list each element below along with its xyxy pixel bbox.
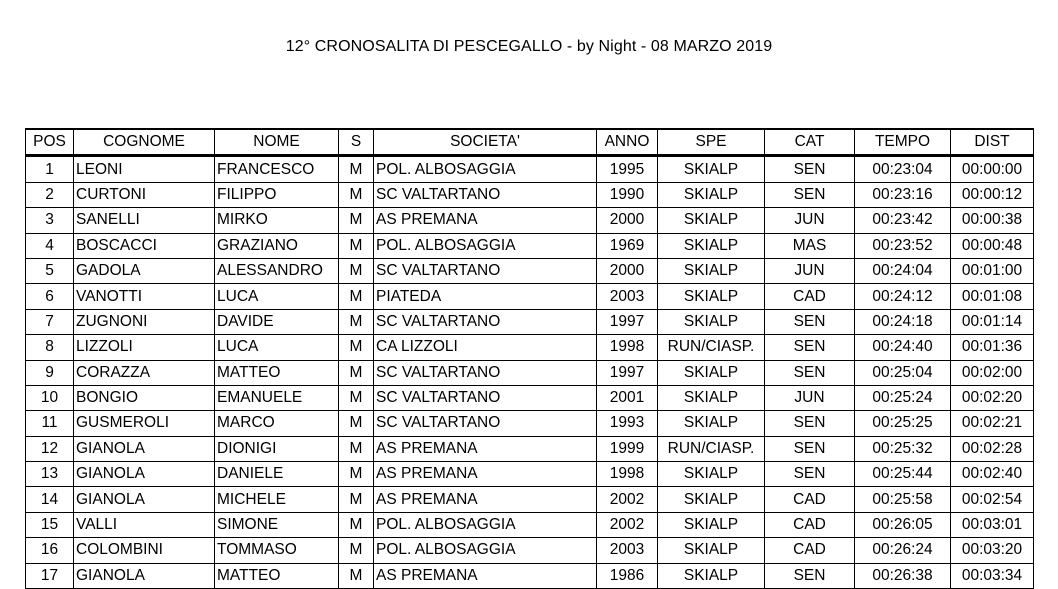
cell-tempo: 00:23:16 — [855, 182, 951, 207]
cell-societa: AS PREMANA — [374, 487, 597, 512]
cell-anno: 1986 — [597, 563, 658, 588]
cell-pos: 2 — [26, 182, 74, 207]
cell-sesso: M — [339, 512, 374, 537]
header-row — [26, 129, 1034, 156]
cell-anno: 2000 — [597, 258, 658, 283]
cell-nome: FILIPPO — [215, 182, 339, 207]
cell-tempo: 00:25:04 — [855, 360, 951, 385]
cell-tempo: 00:23:04 — [855, 156, 951, 182]
cell-cognome: VANOTTI — [74, 284, 215, 309]
cell-tempo: 00:24:40 — [855, 335, 951, 360]
cell-spe: SKIALP — [658, 182, 765, 207]
cell-pos: 7 — [26, 309, 74, 334]
table-row — [26, 462, 1034, 487]
cell-nome: GRAZIANO — [215, 233, 339, 258]
cell-anno: 1998 — [597, 335, 658, 360]
cell-spe: RUN/CIASP. — [658, 436, 765, 461]
document-title: 12° CRONOSALITA DI PESCEGALLO - by Night - 08 MARZO 2019 — [285, 38, 773, 55]
cell-sesso: M — [339, 563, 374, 588]
cell-cognome: GADOLA — [74, 258, 215, 283]
cell-tempo: 00:26:38 — [855, 563, 951, 588]
cell-sesso: M — [339, 487, 374, 512]
cell-nome: DIONIGI — [215, 436, 339, 461]
cell-cat: SEN — [765, 335, 855, 360]
table-row — [26, 411, 1034, 436]
cell-cat: CAD — [765, 487, 855, 512]
cell-cat: CAD — [765, 512, 855, 537]
cell-spe: SKIALP — [658, 360, 765, 385]
cell-tempo: 00:23:42 — [855, 208, 951, 233]
cell-anno: 2003 — [597, 284, 658, 309]
cell-pos: 17 — [26, 563, 74, 588]
cell-tempo: 00:24:12 — [855, 284, 951, 309]
table-row — [26, 309, 1034, 334]
cell-spe: SKIALP — [658, 284, 765, 309]
cell-cat: SEN — [765, 309, 855, 334]
cell-cat: SEN — [765, 360, 855, 385]
cell-cognome: GUSMEROLI — [74, 411, 215, 436]
cell-spe: SKIALP — [658, 411, 765, 436]
cell-dist: 00:03:01 — [951, 512, 1034, 537]
cell-societa: SC VALTARTANO — [374, 182, 597, 207]
cell-anno: 2002 — [597, 487, 658, 512]
table-row — [26, 385, 1034, 410]
cell-anno: 1997 — [597, 309, 658, 334]
cell-sesso: M — [339, 385, 374, 410]
cell-cognome: COLOMBINI — [74, 538, 215, 563]
table-row — [26, 284, 1034, 309]
cell-tempo: 00:24:04 — [855, 258, 951, 283]
cell-tempo: 00:25:24 — [855, 385, 951, 410]
cell-societa: SC VALTARTANO — [374, 385, 597, 410]
cell-cat: CAD — [765, 284, 855, 309]
cell-dist: 00:02:28 — [951, 436, 1034, 461]
cell-anno: 1990 — [597, 182, 658, 207]
cell-pos: 14 — [26, 487, 74, 512]
cell-sesso: M — [339, 462, 374, 487]
cell-nome: MATTEO — [215, 563, 339, 588]
cell-cognome: GIANOLA — [74, 462, 215, 487]
cell-societa: AS PREMANA — [374, 208, 597, 233]
cell-dist: 00:02:54 — [951, 487, 1034, 512]
cell-sesso: M — [339, 436, 374, 461]
cell-pos: 6 — [26, 284, 74, 309]
cell-societa: POL. ALBOSAGGIA — [374, 233, 597, 258]
cell-tempo: 00:25:25 — [855, 411, 951, 436]
table-row — [26, 512, 1034, 537]
cell-sesso: M — [339, 182, 374, 207]
cell-spe: SKIALP — [658, 462, 765, 487]
cell-cognome: GIANOLA — [74, 487, 215, 512]
cell-tempo: 00:26:05 — [855, 512, 951, 537]
cell-spe: SKIALP — [658, 258, 765, 283]
cell-anno: 2001 — [597, 385, 658, 410]
cell-anno: 1993 — [597, 411, 658, 436]
cell-societa: AS PREMANA — [374, 563, 597, 588]
cell-cognome: ZUGNONI — [74, 309, 215, 334]
cell-cognome: CORAZZA — [74, 360, 215, 385]
cell-nome: TOMMASO — [215, 538, 339, 563]
cell-nome: MATTEO — [215, 360, 339, 385]
cell-dist: 00:00:38 — [951, 208, 1034, 233]
header-societa: SOCIETA' — [374, 129, 597, 156]
cell-dist: 00:03:20 — [951, 538, 1034, 563]
table-row — [26, 335, 1034, 360]
cell-pos: 12 — [26, 436, 74, 461]
header-cognome: COGNOME — [74, 129, 215, 156]
cell-spe: SKIALP — [658, 156, 765, 182]
cell-societa: POL. ALBOSAGGIA — [374, 156, 597, 182]
table-row — [26, 258, 1034, 283]
cell-anno: 1999 — [597, 436, 658, 461]
cell-cognome: GIANOLA — [74, 436, 215, 461]
cell-cognome: LIZZOLI — [74, 335, 215, 360]
cell-nome: SIMONE — [215, 512, 339, 537]
header-cat: CAT — [765, 129, 855, 156]
cell-nome: EMANUELE — [215, 385, 339, 410]
table-row — [26, 538, 1034, 563]
cell-cognome: BONGIO — [74, 385, 215, 410]
cell-cognome: GIANOLA — [74, 563, 215, 588]
cell-spe: RUN/CIASP. — [658, 335, 765, 360]
cell-nome: MARCO — [215, 411, 339, 436]
cell-anno: 1995 — [597, 156, 658, 182]
cell-dist: 00:01:36 — [951, 335, 1034, 360]
table-body — [26, 156, 1034, 589]
cell-cat: MAS — [765, 233, 855, 258]
cell-sesso: M — [339, 156, 374, 182]
cell-sesso: M — [339, 360, 374, 385]
cell-pos: 1 — [26, 156, 74, 182]
cell-dist: 00:01:00 — [951, 258, 1034, 283]
cell-tempo: 00:25:32 — [855, 436, 951, 461]
cell-spe: SKIALP — [658, 233, 765, 258]
header-dist: DIST — [951, 129, 1034, 156]
table-row — [26, 563, 1034, 588]
cell-pos: 3 — [26, 208, 74, 233]
cell-societa: SC VALTARTANO — [374, 360, 597, 385]
cell-spe: SKIALP — [658, 538, 765, 563]
cell-cat: SEN — [765, 436, 855, 461]
cell-dist: 00:00:48 — [951, 233, 1034, 258]
cell-nome: MICHELE — [215, 487, 339, 512]
cell-tempo: 00:26:24 — [855, 538, 951, 563]
cell-anno: 2003 — [597, 538, 658, 563]
cell-cognome: LEONI — [74, 156, 215, 182]
cell-cognome: SANELLI — [74, 208, 215, 233]
cell-cognome: CURTONI — [74, 182, 215, 207]
cell-cognome: BOSCACCI — [74, 233, 215, 258]
cell-nome: LUCA — [215, 335, 339, 360]
cell-cat: JUN — [765, 258, 855, 283]
cell-anno: 1997 — [597, 360, 658, 385]
cell-dist: 00:02:40 — [951, 462, 1034, 487]
cell-sesso: M — [339, 335, 374, 360]
cell-spe: SKIALP — [658, 512, 765, 537]
cell-tempo: 00:24:18 — [855, 309, 951, 334]
header-nome: NOME — [215, 129, 339, 156]
cell-spe: SKIALP — [658, 487, 765, 512]
cell-cat: SEN — [765, 156, 855, 182]
cell-nome: ALESSANDRO — [215, 258, 339, 283]
cell-cat: SEN — [765, 462, 855, 487]
cell-dist: 00:00:12 — [951, 182, 1034, 207]
cell-sesso: M — [339, 208, 374, 233]
cell-sesso: M — [339, 258, 374, 283]
header-spe: SPE — [658, 129, 765, 156]
table-row — [26, 156, 1034, 182]
cell-anno: 1998 — [597, 462, 658, 487]
table-row — [26, 233, 1034, 258]
cell-societa: POL. ALBOSAGGIA — [374, 512, 597, 537]
cell-dist: 00:03:34 — [951, 563, 1034, 588]
cell-sesso: M — [339, 411, 374, 436]
table-row — [26, 182, 1034, 207]
cell-sesso: M — [339, 233, 374, 258]
cell-cognome: VALLI — [74, 512, 215, 537]
cell-pos: 10 — [26, 385, 74, 410]
header-sesso: S — [339, 129, 374, 156]
cell-nome: LUCA — [215, 284, 339, 309]
cell-cat: CAD — [765, 538, 855, 563]
cell-pos: 8 — [26, 335, 74, 360]
cell-pos: 4 — [26, 233, 74, 258]
cell-societa: SC VALTARTANO — [374, 411, 597, 436]
header-pos: POS — [26, 129, 74, 156]
table-header — [26, 129, 1034, 156]
header-tempo: TEMPO — [855, 129, 951, 156]
cell-pos: 5 — [26, 258, 74, 283]
cell-societa: CA LIZZOLI — [374, 335, 597, 360]
cell-dist: 00:01:14 — [951, 309, 1034, 334]
cell-spe: SKIALP — [658, 385, 765, 410]
table-row — [26, 436, 1034, 461]
cell-sesso: M — [339, 309, 374, 334]
cell-dist: 00:01:08 — [951, 284, 1034, 309]
cell-societa: SC VALTARTANO — [374, 258, 597, 283]
cell-spe: SKIALP — [658, 309, 765, 334]
cell-anno: 2002 — [597, 512, 658, 537]
cell-nome: DANIELE — [215, 462, 339, 487]
cell-tempo: 00:25:44 — [855, 462, 951, 487]
cell-sesso: M — [339, 284, 374, 309]
cell-societa: SC VALTARTANO — [374, 309, 597, 334]
cell-societa: POL. ALBOSAGGIA — [374, 538, 597, 563]
results-table — [25, 128, 1034, 589]
cell-nome: MIRKO — [215, 208, 339, 233]
cell-cat: SEN — [765, 563, 855, 588]
cell-anno: 2000 — [597, 208, 658, 233]
cell-societa: AS PREMANA — [374, 462, 597, 487]
cell-societa: AS PREMANA — [374, 436, 597, 461]
cell-dist: 00:00:00 — [951, 156, 1034, 182]
cell-cat: JUN — [765, 208, 855, 233]
cell-tempo: 00:23:52 — [855, 233, 951, 258]
cell-tempo: 00:25:58 — [855, 487, 951, 512]
cell-pos: 15 — [26, 512, 74, 537]
cell-sesso: M — [339, 538, 374, 563]
cell-dist: 00:02:21 — [951, 411, 1034, 436]
cell-dist: 00:02:00 — [951, 360, 1034, 385]
cell-pos: 16 — [26, 538, 74, 563]
cell-nome: FRANCESCO — [215, 156, 339, 182]
cell-pos: 13 — [26, 462, 74, 487]
cell-anno: 1969 — [597, 233, 658, 258]
cell-cat: JUN — [765, 385, 855, 410]
cell-cat: SEN — [765, 182, 855, 207]
table-row — [26, 360, 1034, 385]
cell-cat: SEN — [765, 411, 855, 436]
cell-pos: 11 — [26, 411, 74, 436]
cell-dist: 00:02:20 — [951, 385, 1034, 410]
table-row — [26, 208, 1034, 233]
cell-spe: SKIALP — [658, 208, 765, 233]
table-row — [26, 487, 1034, 512]
cell-nome: DAVIDE — [215, 309, 339, 334]
header-anno: ANNO — [597, 129, 658, 156]
cell-pos: 9 — [26, 360, 74, 385]
cell-societa: PIATEDA — [374, 284, 597, 309]
cell-spe: SKIALP — [658, 563, 765, 588]
